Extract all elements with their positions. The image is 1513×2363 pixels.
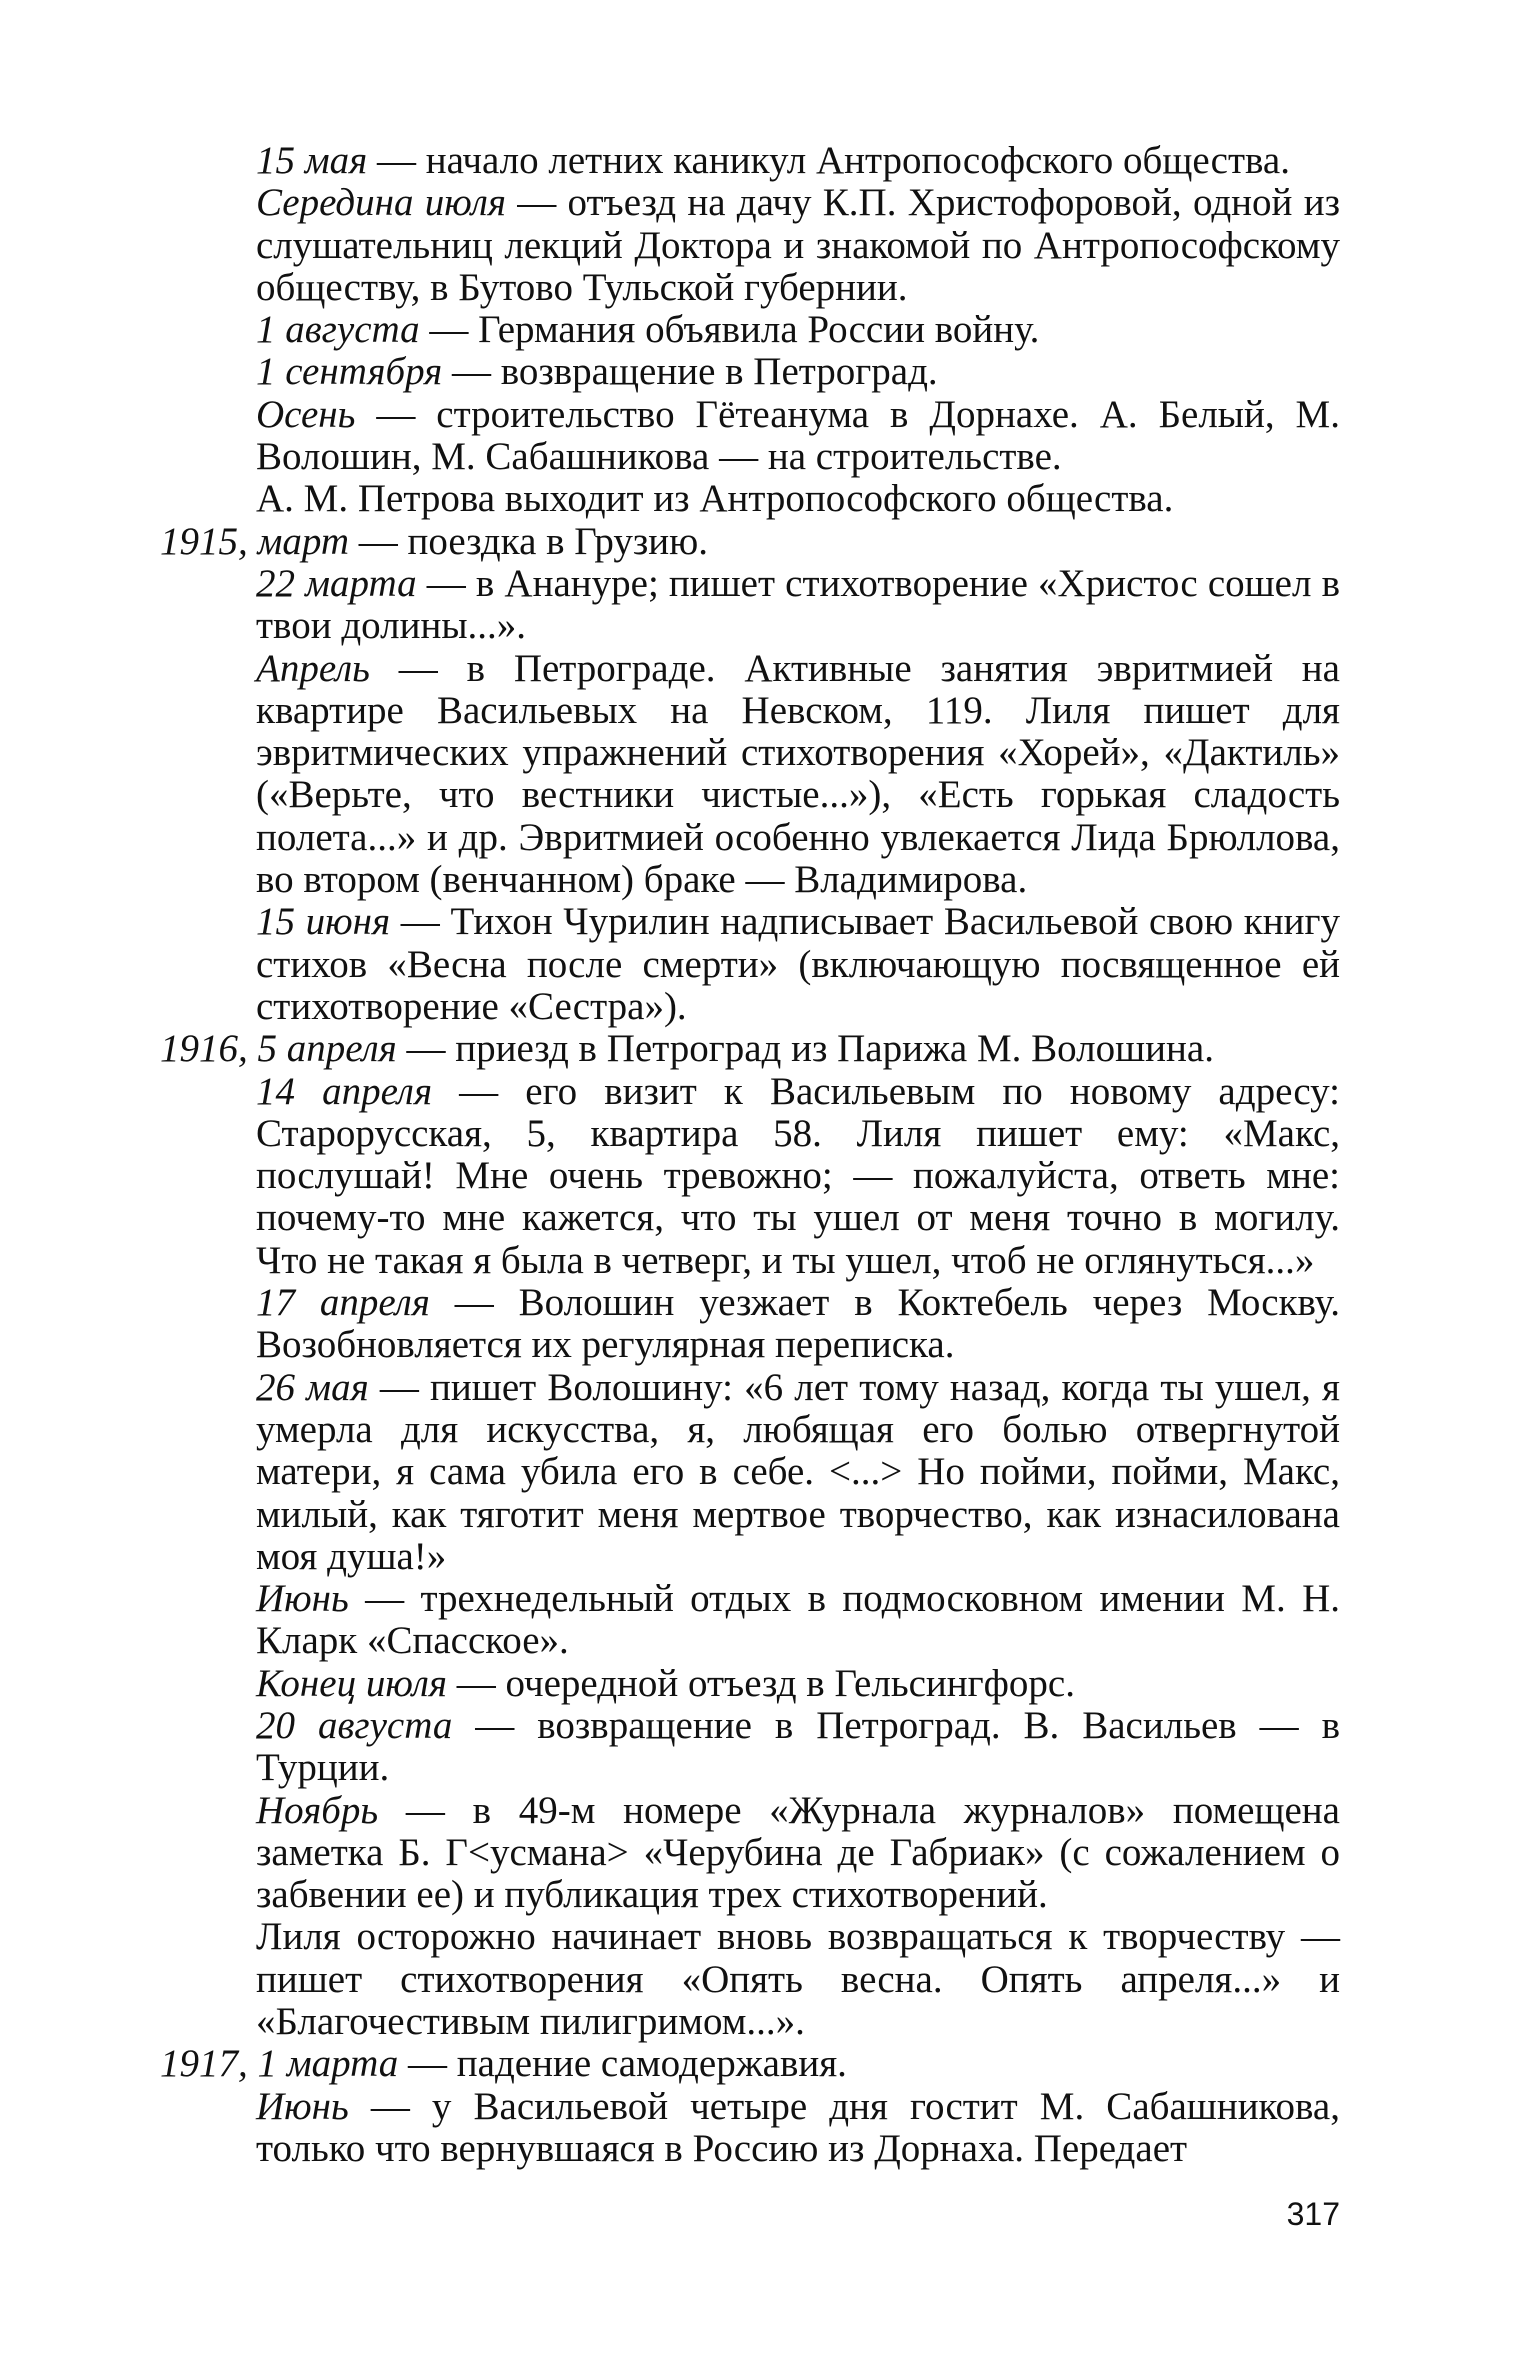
entry-text: — в Петрограде. Активные занятия эвритмией на квартире Васильевых на Невском, 119. Лиля пишет для эвритмических упражнений стихотворения «Хорей», «Дактиль» («Верьте, что вестники чистые...»), «Есть горькая сладость полета...» и др. Эвритмией особенно увлекается Лида Брюллова, во втором (венчанном) браке — Владимирова. (256, 646, 1340, 902)
chronology-entry (160, 351, 1340, 393)
entry-text: — у Васильевой четыре дня гостит М. Сабашникова, только что вернувшаяся в Россию из Дорнаха. Передает (256, 2084, 1340, 2170)
entry-date: 26 мая (256, 1365, 369, 1409)
entry-text: — трехнедельный отдых в подмосковном имении М. Н. Кларк «Спасское». (256, 1577, 1340, 1663)
chronology-entry (160, 1705, 1340, 1790)
entry-text: — строительство Гётеанума в Дорнахе. А. Белый, М. Волошин, М. Сабашникова — на строительстве. (256, 392, 1340, 479)
entry-date: Апрель (256, 646, 370, 690)
entry-text: — Германия объявила России войну. (419, 308, 1040, 352)
entry-text: — его визит к Васильевым по новому адресу: Старорусская, 5, квартира 58. Лиля пишет ему: «Макс, послушай! Мне очень тревожно; — пожалуйста, ответь мне: почему-то мне кажется, что ты ушел от меня точно в могилу. Что не такая я была в четверг, и ты ушел, чтоб не оглянуться...» (256, 1069, 1340, 1282)
entry-date: 15 июня (256, 900, 391, 944)
entry-date: 22 марта (256, 561, 417, 605)
entry-date: 14 апреля (256, 1069, 433, 1113)
entry-text: — отъезд на дачу К.П. Христофоровой, одной из слушательниц лекций Доктора и знакомой по Антропософскому обществу, в Бутово Тульской губернии. (256, 181, 1340, 309)
chronology-entry (160, 1282, 1340, 1367)
entry-text: — приезд в Петроград из Парижа М. Волошина. (396, 1027, 1214, 1071)
entry-date: 1 августа (256, 308, 420, 352)
entry-text: — падение самодержавия. (398, 2042, 847, 2086)
entry-text: — возвращение в Петроград. (442, 350, 938, 394)
entry-text: — начало летних каникул Антропософского общества. (367, 139, 1290, 182)
entry-date: 20 августа (256, 1703, 453, 1747)
entry-text: — в 49-м номере «Журнала журналов» помещена заметка Б. Г<усмана> «Черубина де Габриак» (с сожалением о забвении ее) и публикация трех стихотворений. (256, 1788, 1340, 1917)
chronology-entry (160, 1790, 1340, 1917)
entry-text: — в Анануре; пишет стихотворение «Христос сошел в твои долины...». (256, 561, 1340, 648)
entry-date: 1917, 1 марта (160, 2042, 399, 2086)
entry-date: Июнь (256, 2084, 349, 2128)
chronology-entry (160, 1578, 1340, 1663)
chronology-entry (160, 182, 1340, 309)
entry-date: Осень (256, 392, 356, 436)
chronology-entry (160, 394, 1340, 479)
entry-date: 1915, март (160, 519, 350, 563)
entry-text: — поездка в Грузию. (349, 519, 709, 563)
entry-date: Ноябрь (256, 1788, 379, 1832)
entry-date: Конец июля (256, 1661, 447, 1705)
chronology-entry (160, 2086, 1340, 2171)
chronology-text (160, 140, 1340, 2170)
chronology-entry (160, 478, 1340, 520)
chronology-entry (160, 563, 1340, 648)
entry-date: 1916, 5 апреля (160, 1027, 397, 1071)
entry-text: Лиля осторожно начинает вновь возвращаться к творчеству — пишет стихотворения «Опять весна. Опять апреля...» и «Благочестивым пилигримом...». (256, 1915, 1340, 2044)
entry-text: — возвращение в Петроград. В. Васильев — в Турции. (256, 1703, 1341, 1790)
entry-text: А. М. Петрова выходит из Антропософского общества. (256, 477, 1174, 521)
chronology-entry (160, 309, 1340, 351)
chronology-entry (160, 1663, 1340, 1705)
page-number: 317 (1286, 2196, 1340, 2232)
entry-text: — пишет Волошину: «6 лет тому назад, когда ты ушел, я умерла для искусства, я, любящая его болью отвергнутой матери, я сама убила его в себе. <...> Но пойми, пойми, Макс, милый, как тяготит меня мертвое творчество, как изнасилована моя душа!» (256, 1365, 1340, 1578)
chronology-entry (160, 648, 1340, 902)
chronology-entry (160, 1071, 1340, 1282)
entry-text: — очередной отъезд в Гельсингфорс. (446, 1661, 1075, 1705)
chronology-entry (160, 901, 1340, 1028)
chronology-entry (160, 140, 1340, 182)
entry-date: 17 апреля (256, 1281, 430, 1325)
chronology-entry-year (160, 2043, 1340, 2085)
entry-date: Июнь (256, 1577, 349, 1621)
entry-text: — Волошин уезжает в Коктебель через Москву. Возобновляется их регулярная переписка. (256, 1281, 1340, 1367)
entry-text: — Тихон Чурилин надписывает Васильевой свою книгу стихов «Весна после смерти» (включающую посвященное ей стихотворение «Сестра»). (256, 900, 1340, 1028)
chronology-entry-year (160, 1028, 1340, 1070)
entry-date: Середина июля (256, 181, 506, 225)
chronology-entry-year (160, 521, 1340, 563)
entry-date: 1 сентября (256, 350, 443, 394)
chronology-entry (160, 1916, 1340, 2043)
chronology-entry (160, 1367, 1340, 1578)
entry-date: 15 мая (256, 139, 368, 182)
